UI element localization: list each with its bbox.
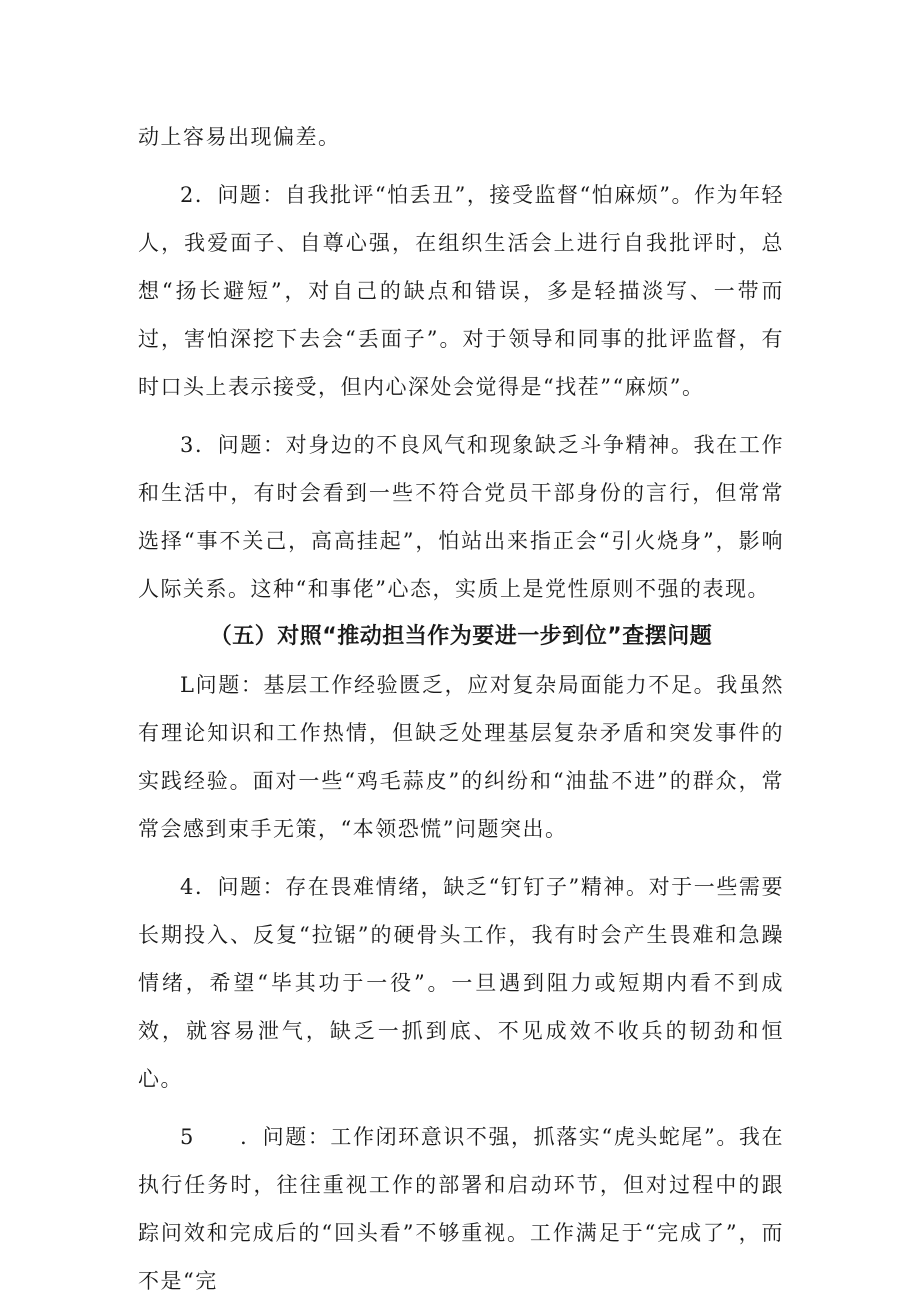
- paragraph-item-1: L问题：基层工作经验匮乏，应对复杂局面能力不足。我虽然有理论知识和工作热情，但缺乏处理基层复杂矛盾和突发事件的实践经验。面对一些“鸡毛蒜皮”的纠纷和“油盐不进”的群众，常常会感到束手无策，“本领恐慌”问题突出。: [138, 673, 784, 841]
- paragraph-item-4: 4．问题：存在畏难情绪，缺乏“钉钉子”精神。对于一些需要长期投入、反复“拉锯”的硬骨头工作，我有时会产生畏难和急躁情绪，希望“毕其功于一役”。一旦遇到阻力或短期内看不到成效，就容易泄气，缺乏一抓到底、不见成效不收兵的韧劲和恒心。: [138, 875, 784, 1091]
- paragraph-gap: [138, 161, 784, 171]
- paragraph-item-2: 2．问题：自我批评“怕丢丑”，接受监督“怕麻烦”。作为年轻人，我爱面子、自尊心强，在组织生活会上进行自我批评时，总想“扬长避短”，对自己的缺点和错误，多是轻描淡写、一带而过，害怕深挖下去会“丢面子”。对于领导和同事的批评监督，有时口头上表示接受，但内心深处会觉得是“找茬”“麻烦”。: [138, 183, 784, 399]
- section-heading: （五）对照“推动担当作为要进一步到位”查摆问题: [209, 624, 713, 649]
- paragraph-item-3: 3．问题：对身边的不良风气和现象缺乏斗争精神。我在工作和生活中，有时会看到一些不符合党员干部身份的言行，但常常选择“事不关己，高高挂起”，怕站出来指正会“引火烧身”，影响人际关系。这种“和事佬”心态，实质上是党性原则不强的表现。: [138, 433, 784, 601]
- paragraph-gap: [138, 853, 784, 863]
- paragraph-gap: [138, 411, 784, 421]
- paragraph-gap: [138, 1103, 784, 1113]
- paragraph-continuation: 动上容易出现偏差。: [138, 125, 341, 149]
- paragraph-item-5: 5 ．问题：工作闭环意识不强，抓落实“虎头蛇尾”。我在执行任务时，往往重视工作的部署和启动环节，但对过程中的跟踪问效和完成后的“回头看”不够重视。工作满足于“完成了”，而不是“完: [138, 1125, 784, 1293]
- document-page: [138, 113, 784, 1305]
